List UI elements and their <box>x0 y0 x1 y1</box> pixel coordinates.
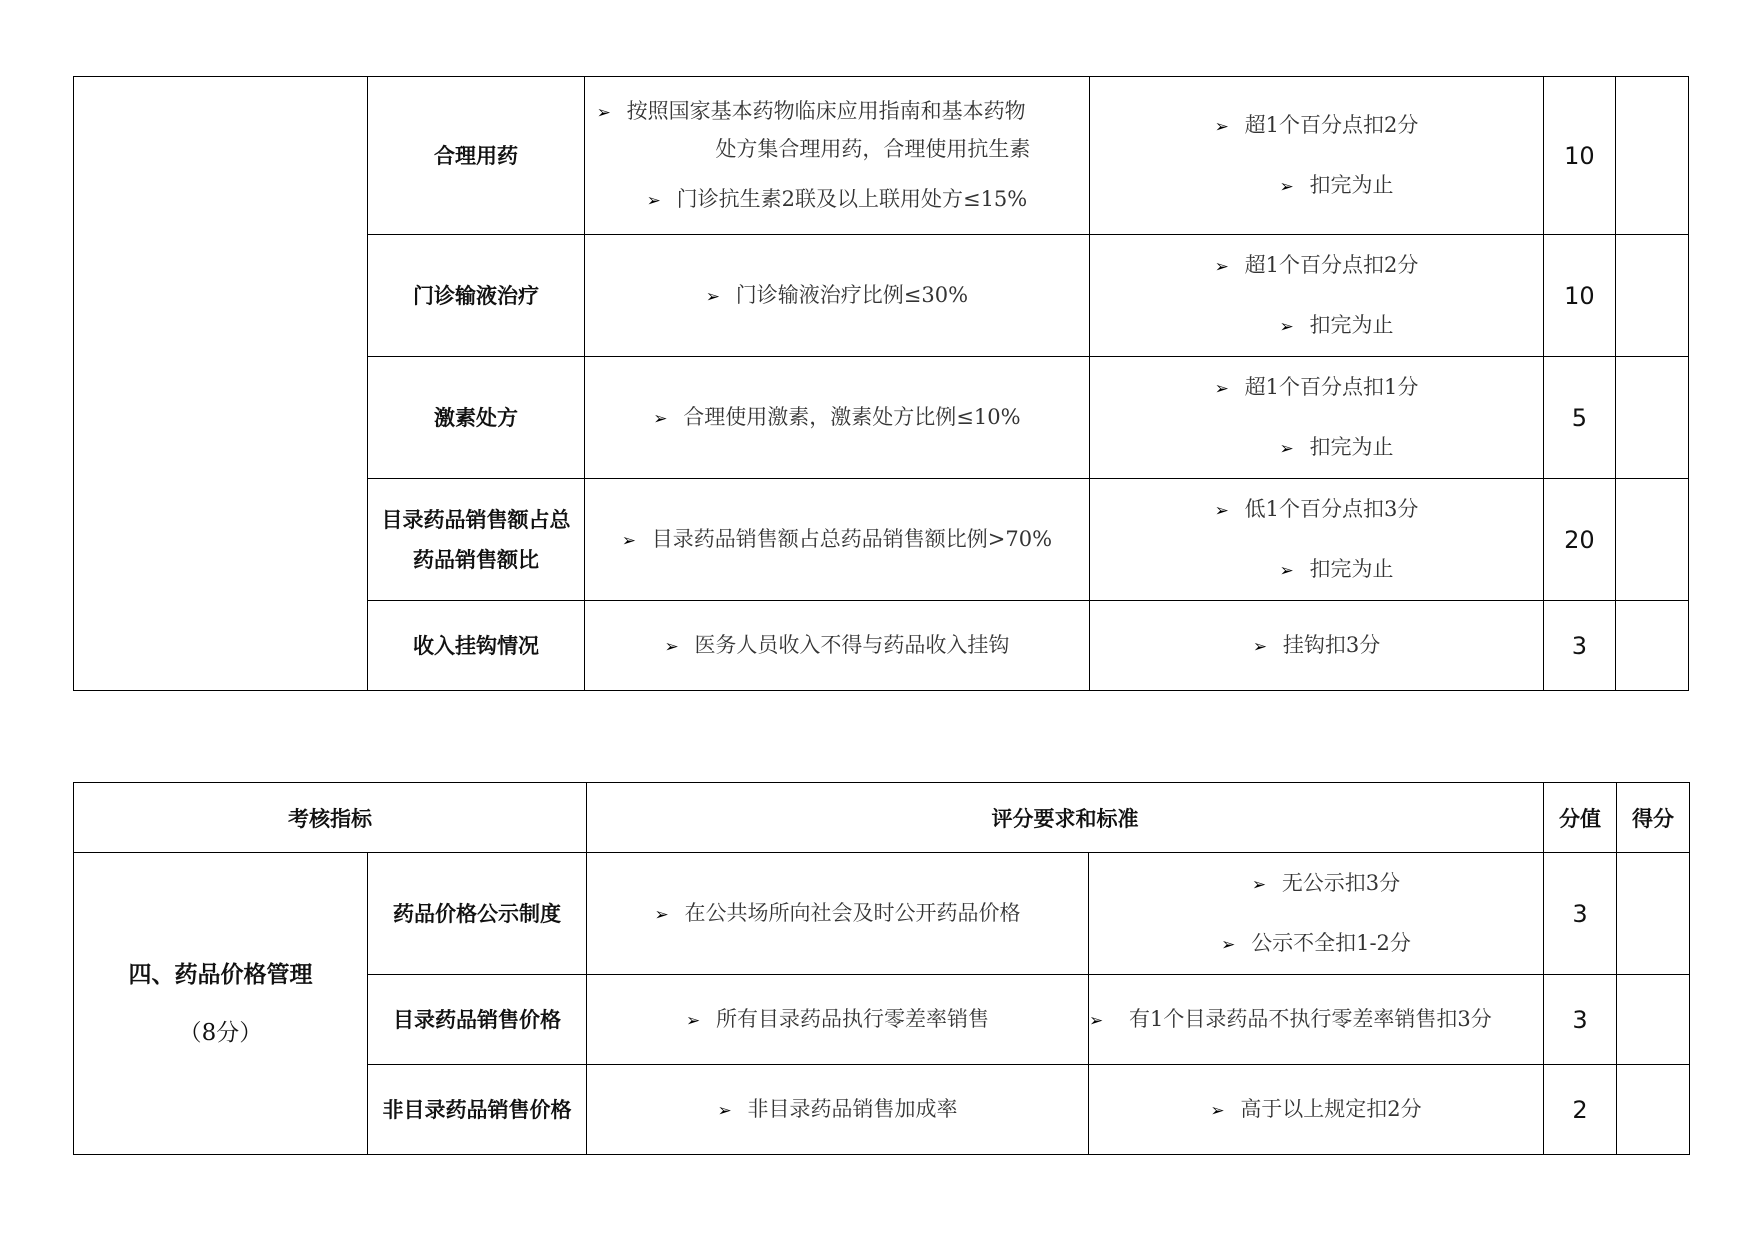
requirement-cell <box>587 853 1089 975</box>
indicator-name: 非目录药品销售价格 <box>368 1065 587 1155</box>
requirement-text-continued: 处方集合理用药，合理使用抗生素 <box>715 136 1031 161</box>
standard-cell <box>1090 601 1544 691</box>
standard-cell <box>1090 479 1544 601</box>
arrowhead-bullet-icon: ➢ <box>1210 1100 1225 1121</box>
score-value: 3 <box>1544 975 1617 1065</box>
standard-text: 扣完为止 <box>1309 556 1394 581</box>
standard-text: 无公示扣3分 <box>1281 870 1401 895</box>
arrowhead-bullet-icon: ➢ <box>1089 1010 1104 1031</box>
arrowhead-bullet-icon: ➢ <box>717 1100 732 1121</box>
standard-cell <box>1089 853 1544 975</box>
arrowhead-bullet-icon: ➢ <box>1279 560 1294 581</box>
standard-text: 挂钩扣3分 <box>1282 632 1381 657</box>
requirement-cell <box>584 357 1090 479</box>
arrowhead-bullet-icon: ➢ <box>621 530 637 551</box>
standard-text: 高于以上规定扣2分 <box>1240 1096 1422 1121</box>
requirement-cell <box>587 975 1089 1065</box>
requirement-text: 门诊抗生素2联及以上联用处方≤15% <box>676 186 1028 211</box>
standard-cell <box>1090 77 1544 235</box>
requirement-text: 门诊输液治疗比例≤30% <box>735 282 969 307</box>
header-obtained: 得分 <box>1617 783 1690 853</box>
arrowhead-bullet-icon: ➢ <box>1279 176 1294 197</box>
standard-text: 有1个目录药品不执行零差率销售扣3分 <box>1129 1006 1492 1031</box>
standard-text: 扣完为止 <box>1309 434 1394 459</box>
drug-pricing-table <box>73 782 1690 1155</box>
table-row <box>74 853 1690 975</box>
obtained-score-cell <box>1615 77 1688 235</box>
score-value: 2 <box>1544 1065 1617 1155</box>
obtained-score-cell <box>1615 601 1688 691</box>
arrowhead-bullet-icon: ➢ <box>1279 438 1294 459</box>
obtained-score-cell <box>1615 235 1688 357</box>
standard-text: 扣完为止 <box>1309 172 1394 197</box>
category-cell-empty <box>74 77 368 691</box>
category-title: 四、药品价格管理 <box>128 961 313 988</box>
header-score: 分值 <box>1544 783 1617 853</box>
table-row <box>74 77 1689 235</box>
requirement-cell <box>584 601 1090 691</box>
obtained-score-cell <box>1615 479 1688 601</box>
standard-text: 低1个百分点扣3分 <box>1244 496 1419 521</box>
requirement-cell <box>584 479 1090 601</box>
header-indicator: 考核指标 <box>74 783 587 853</box>
header-standard: 评分要求和标准 <box>587 783 1544 853</box>
score-value: 5 <box>1543 357 1615 479</box>
requirement-cell <box>584 235 1090 357</box>
arrowhead-bullet-icon: ➢ <box>1214 116 1229 137</box>
arrowhead-bullet-icon: ➢ <box>1214 500 1229 521</box>
arrowhead-bullet-icon: ➢ <box>1221 934 1236 955</box>
score-value: 3 <box>1543 601 1615 691</box>
indicator-name: 合理用药 <box>368 77 584 235</box>
requirement-text: 合理使用激素，激素处方比例≤10% <box>683 404 1021 429</box>
score-value: 10 <box>1543 77 1615 235</box>
arrowhead-bullet-icon: ➢ <box>1214 256 1229 277</box>
obtained-score-cell <box>1617 853 1690 975</box>
indicator-name: 门诊输液治疗 <box>368 235 584 357</box>
requirement-text: 按照国家基本药物临床应用指南和基本药物 <box>626 98 1026 123</box>
requirement-text: 所有目录药品执行零差率销售 <box>716 1006 989 1031</box>
obtained-score-cell <box>1617 975 1690 1065</box>
standard-cell <box>1090 357 1544 479</box>
indicator-name: 药品价格公示制度 <box>368 853 587 975</box>
requirement-text: 在公共场所向社会及时公开药品价格 <box>684 900 1021 925</box>
indicator-name: 激素处方 <box>368 357 584 479</box>
standard-text: 扣完为止 <box>1309 312 1394 337</box>
arrowhead-bullet-icon: ➢ <box>705 286 721 307</box>
arrowhead-bullet-icon: ➢ <box>686 1010 701 1031</box>
header-row <box>74 783 1690 853</box>
arrowhead-bullet-icon: ➢ <box>1279 316 1294 337</box>
standard-cell <box>1089 975 1544 1065</box>
standard-text: 超1个百分点扣2分 <box>1244 252 1419 277</box>
score-value: 20 <box>1543 479 1615 601</box>
requirement-cell <box>584 77 1090 235</box>
requirement-cell <box>587 1065 1089 1155</box>
arrowhead-bullet-icon: ➢ <box>1251 874 1267 895</box>
score-value: 10 <box>1543 235 1615 357</box>
standard-cell <box>1089 1065 1544 1155</box>
score-value: 3 <box>1544 853 1617 975</box>
requirement-text: 目录药品销售额占总药品销售额比例>70% <box>651 526 1053 551</box>
standard-text: 超1个百分点扣2分 <box>1244 112 1419 137</box>
arrowhead-bullet-icon: ➢ <box>654 904 669 925</box>
arrowhead-bullet-icon: ➢ <box>1252 636 1268 657</box>
requirement-text: 医务人员收入不得与药品收入挂钩 <box>694 632 1010 657</box>
category-cell <box>74 853 368 1155</box>
obtained-score-cell <box>1615 357 1688 479</box>
indicator-name: 目录药品销售额占总 药品销售额比 <box>368 479 584 601</box>
indicator-name: 目录药品销售价格 <box>368 975 587 1065</box>
arrowhead-bullet-icon: ➢ <box>1214 378 1229 399</box>
arrowhead-bullet-icon: ➢ <box>596 102 611 123</box>
standard-text: 超1个百分点扣1分 <box>1244 374 1419 399</box>
arrowhead-bullet-icon: ➢ <box>653 408 668 429</box>
arrowhead-bullet-icon: ➢ <box>646 190 661 211</box>
standard-cell <box>1090 235 1544 357</box>
arrowhead-bullet-icon: ➢ <box>664 636 679 657</box>
category-points: （8分） <box>178 1019 263 1046</box>
requirement-text: 非目录药品销售加成率 <box>747 1096 958 1121</box>
obtained-score-cell <box>1617 1065 1690 1155</box>
indicator-name: 收入挂钩情况 <box>368 601 584 691</box>
standard-text: 公示不全扣1-2分 <box>1251 930 1411 955</box>
drug-usage-table <box>73 76 1689 691</box>
